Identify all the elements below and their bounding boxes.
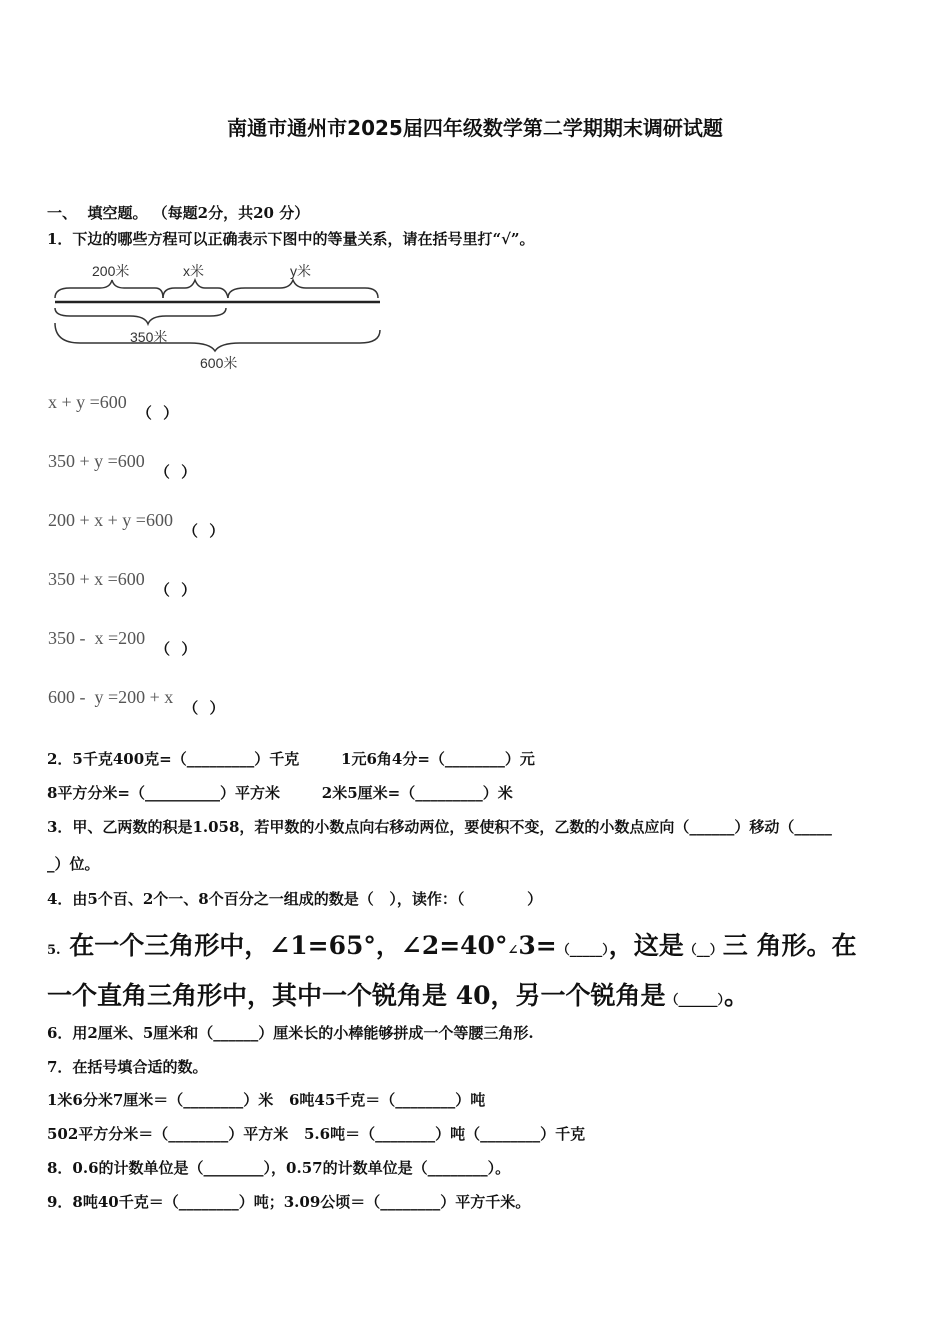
answer-blank[interactable]: （_____） — [556, 943, 609, 958]
text: 。 — [724, 981, 750, 1010]
label-350m: 350米 — [130, 329, 168, 345]
question-7-line-2: 502平方分米＝（________）平方米 5.6吨＝（________）吨（________）千克 — [47, 1125, 586, 1143]
answer-paren[interactable]: （ ） — [155, 642, 197, 658]
answer-paren[interactable]: （ ） — [182, 524, 225, 540]
equation: 350 + y =600 — [48, 451, 145, 471]
equation: x + y =600 — [48, 392, 127, 412]
label-200m: 200米 — [92, 263, 130, 279]
equation: 350 - x =200 — [48, 628, 146, 648]
question-5-line-2 — [47, 976, 749, 1012]
question-2-line-2: 8平方分米=（__________）平方米 2米5厘米=（_________）米 — [47, 784, 513, 802]
label-x: x米 — [183, 263, 204, 279]
equation: 350 + x =600 — [48, 569, 145, 589]
text: 三 角形。在 — [722, 931, 857, 960]
answer-paren[interactable]: （ ） — [136, 406, 179, 422]
text: 3= — [518, 931, 557, 960]
label-y: y米 — [290, 263, 311, 279]
equation: 600 - y =200 + x — [48, 687, 174, 707]
option-5 — [48, 628, 197, 658]
line-segment-diagram — [50, 258, 390, 373]
option-3 — [48, 510, 225, 540]
question-2-line-1: 2．5千克400克=（_________）千克 1元6角4分=（________）元 — [47, 750, 535, 768]
label-600m: 600米 — [200, 355, 238, 371]
question-4: 4．由5个百、2个一、8个百分之一组成的数是（ ），读作：（ ） — [47, 890, 543, 908]
question-9: 9．8吨40千克＝（________）吨；3.09公顷＝（________）平方千米。 — [47, 1193, 531, 1211]
question-5-line-1 — [47, 926, 856, 962]
question-6: 6．用2厘米、5厘米和（______）厘米长的小棒能够拼成一个等腰三角形. — [47, 1024, 534, 1042]
answer-blank[interactable]: （______） — [665, 993, 725, 1008]
section-heading: 一、 填空题。 （每题2分，共20 分） — [47, 204, 310, 222]
text: ，这是 — [608, 931, 684, 960]
answer-paren[interactable]: （ ） — [183, 701, 225, 717]
option-6 — [48, 687, 225, 717]
answer-blank[interactable]: （__） — [683, 943, 723, 958]
answer-paren[interactable]: （ ） — [154, 583, 197, 599]
page-title: 南通市通州市2025届四年级数学第二学期期末调研试题 — [227, 116, 723, 140]
question-3-line-2: _）位。 — [47, 855, 100, 873]
question-8: 8．0.6的计数单位是（________），0.57的计数单位是（________）。 — [47, 1159, 511, 1177]
answer-paren[interactable]: （ ） — [154, 465, 197, 481]
question-number: 5. — [47, 943, 61, 958]
option-2 — [48, 451, 197, 481]
question-7: 7．在括号填合适的数。 — [47, 1058, 208, 1076]
question-1: 1．下边的哪些方程可以正确表示下图中的等量关系，请在括号里打“√”。 — [47, 230, 535, 248]
text: 一个直角三角形中，其中一个锐角是 40，另一个锐角是 — [47, 981, 666, 1010]
question-7-line-1: 1米6分米7厘米＝（________）米 6吨45千克＝（________）吨 — [47, 1091, 486, 1109]
angle-symbol: ∠ — [507, 943, 519, 958]
option-4 — [48, 569, 197, 599]
option-1 — [48, 392, 179, 422]
question-3-line-1: 3．甲、乙两数的积是1.058，若甲数的小数点向右移动两位，要使积不变，乙数的小数点应向（______）移动（_____ — [47, 818, 832, 836]
text: 在一个三角形中，∠1=65°，∠2=40° — [69, 931, 508, 960]
equation: 200 + x + y =600 — [48, 510, 173, 530]
